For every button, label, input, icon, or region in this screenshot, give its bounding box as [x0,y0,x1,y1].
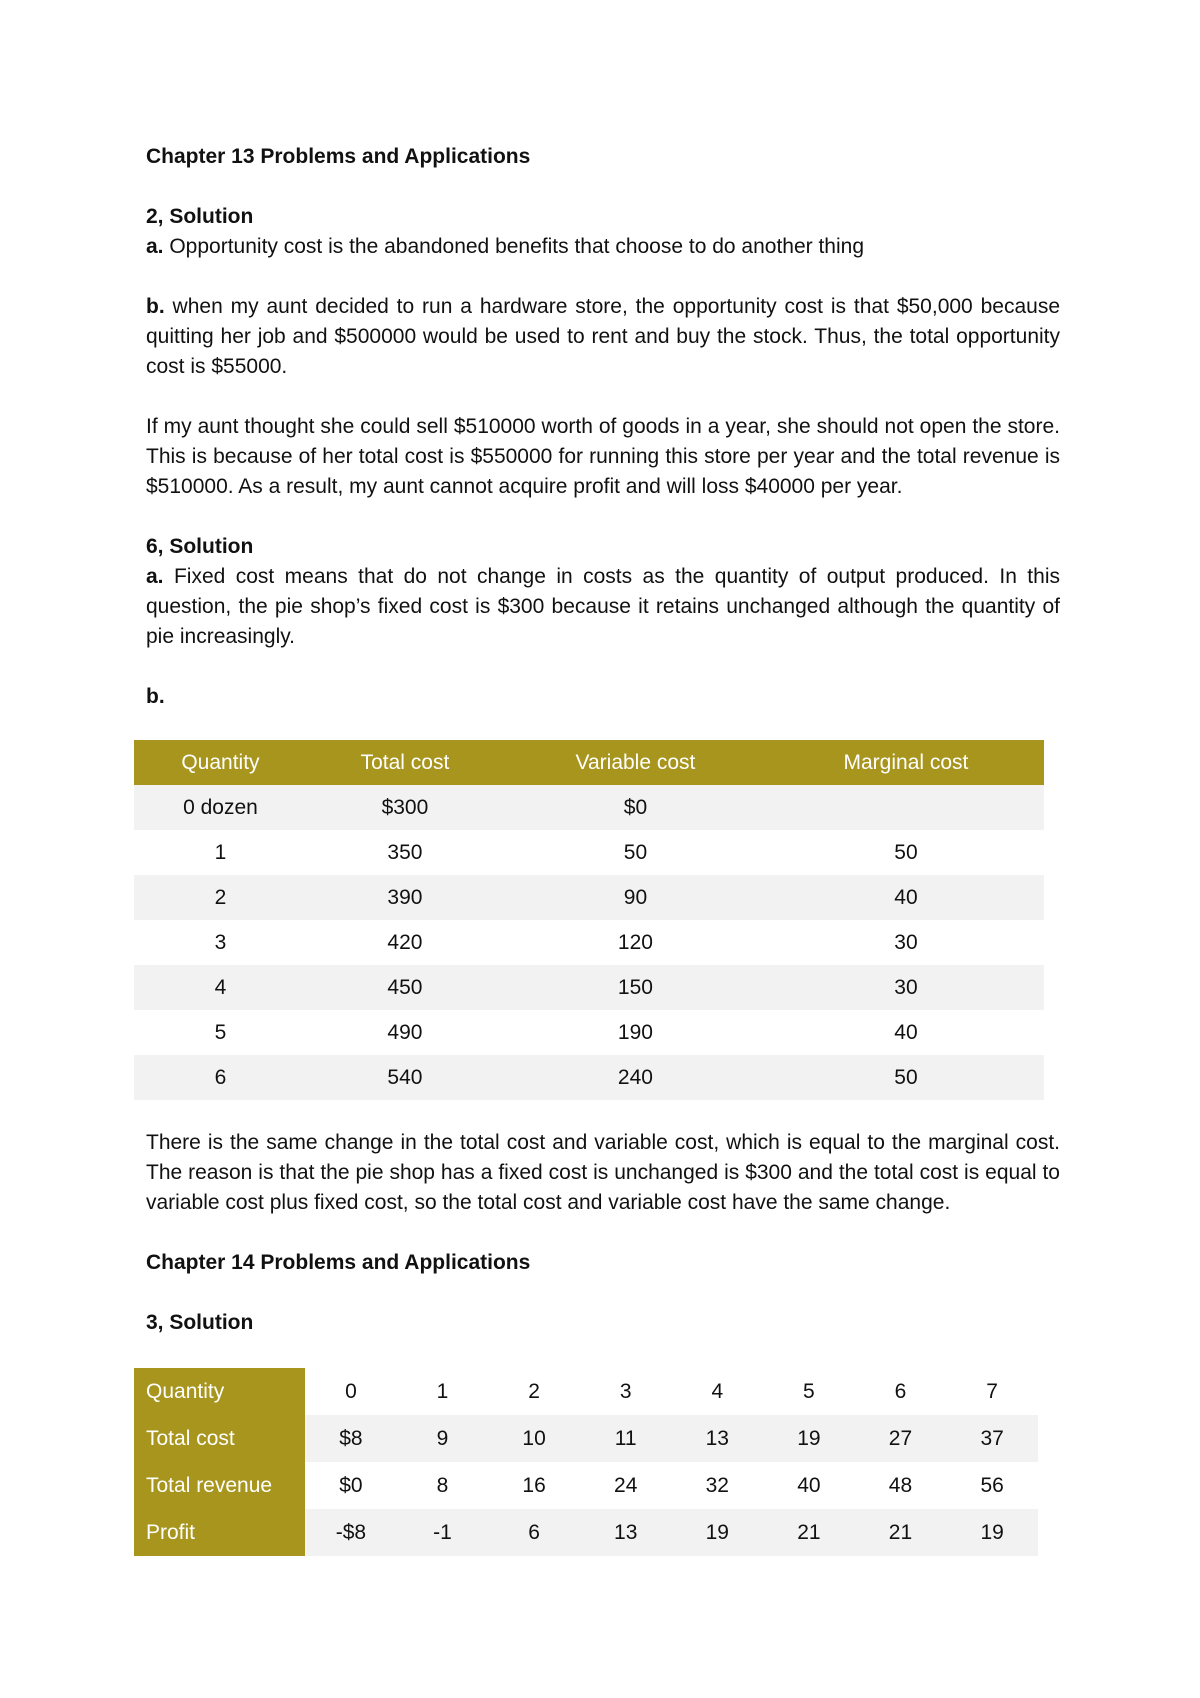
cost-table [134,740,1044,1100]
table-cell: 540 [307,1055,503,1100]
table-cell: 3 [619,1379,632,1403]
document-body-continued [146,1128,1060,1338]
question-6-heading: 6, Solution [146,535,254,558]
cost-table-header: Variable cost [503,740,768,785]
row-label: Total cost [134,1415,305,1462]
table-cell: 5 [214,1020,227,1044]
table-row [134,965,1044,1010]
table-cell: 11 [580,1415,672,1462]
cost-table-header: Quantity [134,740,307,785]
table-cell: -1 [397,1509,489,1556]
table-row [134,920,1044,965]
table-cell: 30 [894,930,918,954]
table-cell: 24 [614,1473,638,1497]
table-cell: 450 [307,965,503,1010]
question-2-paragraph: If my aunt thought she could sell $510000 worth of goods in a year, she should not open the store. This is because of her total cost is $550000 for running this store per year and the total revenue is $510000. As a result, my aunt cannot acquire profit and will loss $40000 per year. [146,415,1060,498]
table-cell: 3 [214,930,227,954]
table-cell: 2 [528,1379,540,1403]
table-row [134,785,1044,830]
cost-table-header-row [134,740,1044,785]
table-cell: 6 [894,1379,907,1403]
table-cell: 32 [705,1473,729,1497]
table-cell: 48 [888,1473,913,1497]
table-cell: 4 [711,1379,724,1403]
table-row [134,1462,1038,1509]
table-cell: 8 [436,1473,449,1497]
document-body [146,142,1060,712]
table-cell: 420 [387,930,423,954]
table-cell: 240 [503,1055,768,1100]
table-cell [768,785,1044,830]
row-label: Quantity [134,1368,305,1415]
table-cell: 40 [797,1473,821,1497]
question-2-heading: 2, Solution [146,205,254,228]
table-cell: 50 [894,840,918,864]
table-cell: 6 [134,1055,307,1100]
table-cell: 13 [672,1415,764,1462]
question-2b-text: when my aunt decided to run a hardware store, the opportunity cost is that $50,000 because quitting her job and $500000 would be used to rent and buy the stock. Thus, the total opportunity cost is $55000. [146,295,1060,378]
cost-table-header: Total cost [307,740,503,785]
table-cell: $0 [503,785,768,830]
row-label: Profit [134,1509,305,1556]
table-cell: 120 [617,930,653,954]
table-cell: 2 [134,875,307,920]
chapter-13-heading: Chapter 13 Problems and Applications [146,145,531,168]
question-6a-label: a. [146,565,164,588]
question-2a-text: Opportunity cost is the abandoned benefits that choose to do another thing [163,235,865,258]
table-cell: 90 [503,875,768,920]
table-cell: 50 [768,1055,1044,1100]
table-cell: 40 [894,1020,918,1044]
table-cell: 490 [387,1020,423,1044]
cost-table-header: Marginal cost [768,740,1044,785]
question-6b-label: b. [146,685,165,708]
table-cell: 1 [436,1379,449,1403]
table-cell: -$8 [305,1509,397,1556]
table-cell: $300 [307,785,503,830]
table-cell: 390 [307,875,503,920]
table-cell: 150 [503,965,768,1010]
table-cell: 21 [763,1509,855,1556]
row-label: Total revenue [134,1462,305,1509]
table-cell: 16 [522,1473,546,1497]
table-cell: 0 dozen [134,785,307,830]
table-cell: 6 [488,1509,580,1556]
table-cell: 19 [672,1509,764,1556]
chapter-14-heading: Chapter 14 Problems and Applications [146,1251,531,1274]
table-row [134,1055,1044,1100]
table-cell: 7 [986,1379,998,1403]
table-cell: 10 [488,1415,580,1462]
table-cell: 19 [946,1509,1038,1556]
question-2b-label: b. [146,295,165,318]
table-cell: 0 [345,1379,357,1403]
table-cell: $0 [339,1473,363,1497]
question-2a-answer [146,232,1060,262]
table-cell: 50 [623,840,648,864]
table-cell: 13 [580,1509,672,1556]
table-row [134,1368,1038,1415]
question-2a-label: a. [146,235,164,258]
table-cell: 1 [214,840,227,864]
table-row [134,875,1044,920]
table-cell: $8 [305,1415,397,1462]
profit-table [134,1368,1038,1556]
question-2b-answer [146,292,1060,382]
table-cell: 5 [803,1379,815,1403]
table-row [134,830,1044,875]
table-cell: 27 [855,1415,947,1462]
table-cell: 30 [768,965,1044,1010]
table-row [134,1415,1038,1462]
table-cell: 56 [980,1473,1004,1497]
table-cell: 9 [397,1415,489,1462]
table-cell: 190 [617,1020,653,1044]
table-cell: 37 [946,1415,1038,1462]
question-3-heading: 3, Solution [146,1311,254,1334]
table-row [134,1010,1044,1055]
table-cell: 19 [763,1415,855,1462]
table-cell: 21 [855,1509,947,1556]
table-cell: 4 [134,965,307,1010]
question-6-paragraph: There is the same change in the total cost and variable cost, which is equal to the marginal cost. The reason is that the pie shop has a fixed cost is unchanged is $300 and the total cost is equal to variable cost plus fixed cost, so the total cost and variable cost have the same change. [146,1131,1060,1214]
question-6a-answer [146,562,1060,652]
question-6a-text: Fixed cost means that do not change in costs as the quantity of output produced. In this question, the pie shop’s fixed cost is $300 because it retains unchanged although the quantity of pie increasingly. [146,565,1060,648]
table-cell: 350 [387,840,423,864]
table-row [134,1509,1038,1556]
table-cell: 40 [768,875,1044,920]
